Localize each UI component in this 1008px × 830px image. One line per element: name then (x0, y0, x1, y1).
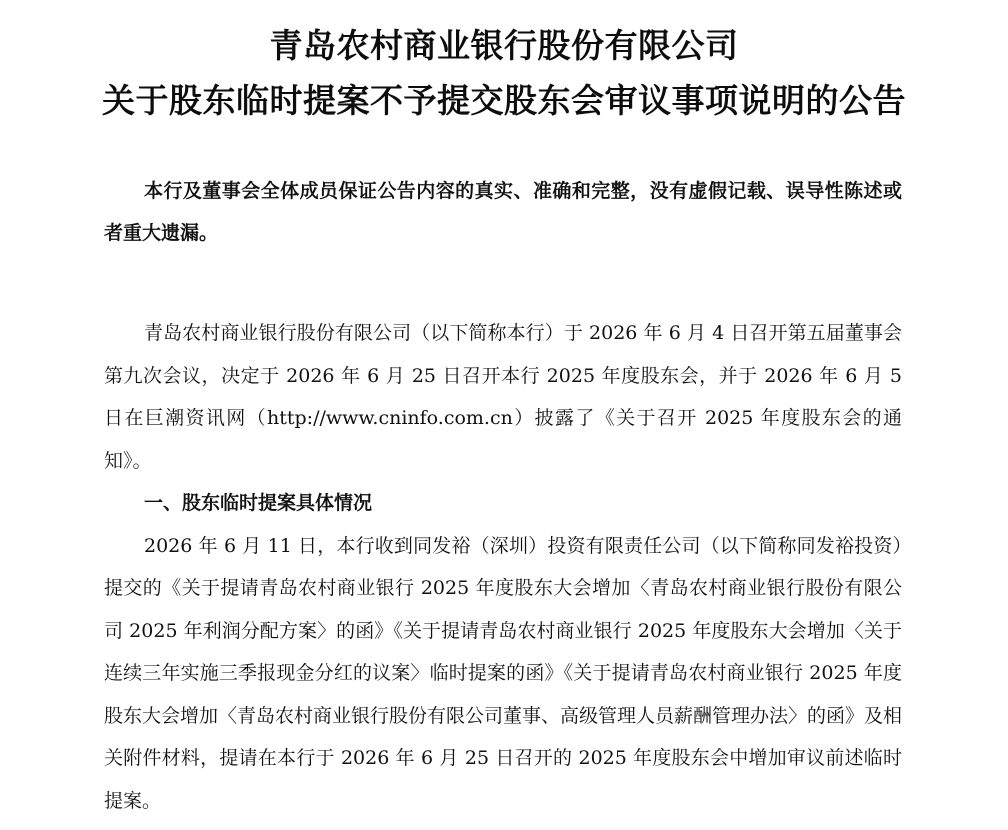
paragraph-proposal-details: 2026 年 6 月 11 日，本行收到同发裕（深圳）投资有限责任公司（以下简称同发裕投资）提交的《关于提请青岛农村商业银行 2025 年度股东大会增加〈青岛农村商业银行股份有限公司 2025 年利润分配方案〉的函》《关于提请青岛农村商业银行 2025 年度股东大会增加〈关于连续三年实施三季报现金分红的议案〉临时提案的函》《关于提请青岛农村商业银行 2025 年度股东大会增加〈青岛农村商业银行股份有限公司董事、高级管理人员薪酬管理办法〉的函》及相关附件材料，提请在本行于 2026 年 6 月 25 日召开的 2025 年度股东会中增加审议前述临时提案。 (104, 534, 903, 812)
section-heading-proposal-details: 一、股东临时提案具体情况 (144, 492, 373, 514)
title-line-subject: 关于股东临时提案不予提交股东会审议事项说明的公告 (102, 81, 906, 120)
board-assurance-notice: 本行及董事会全体成员保证公告内容的真实、准确和完整，没有虚假记载、误导性陈述或者重大遗漏。 (104, 180, 902, 244)
title-line-company: 青岛农村商业银行股份有限公司 (269, 26, 739, 65)
document-body (104, 312, 902, 822)
paragraph-meeting-background: 青岛农村商业银行股份有限公司（以下简称本行）于 2026 年 6 月 4 日召开第五届董事会第九次会议，决定于 2026 年 6 月 25 日召开本行 2025 年度股东会，并于 2026 年 6 月 5 日在巨潮资讯网（http://www.cninfo.com.cn）披露了《关于召开 2025 年度股东会的通知》。 (104, 322, 902, 472)
document-title (0, 18, 1008, 128)
